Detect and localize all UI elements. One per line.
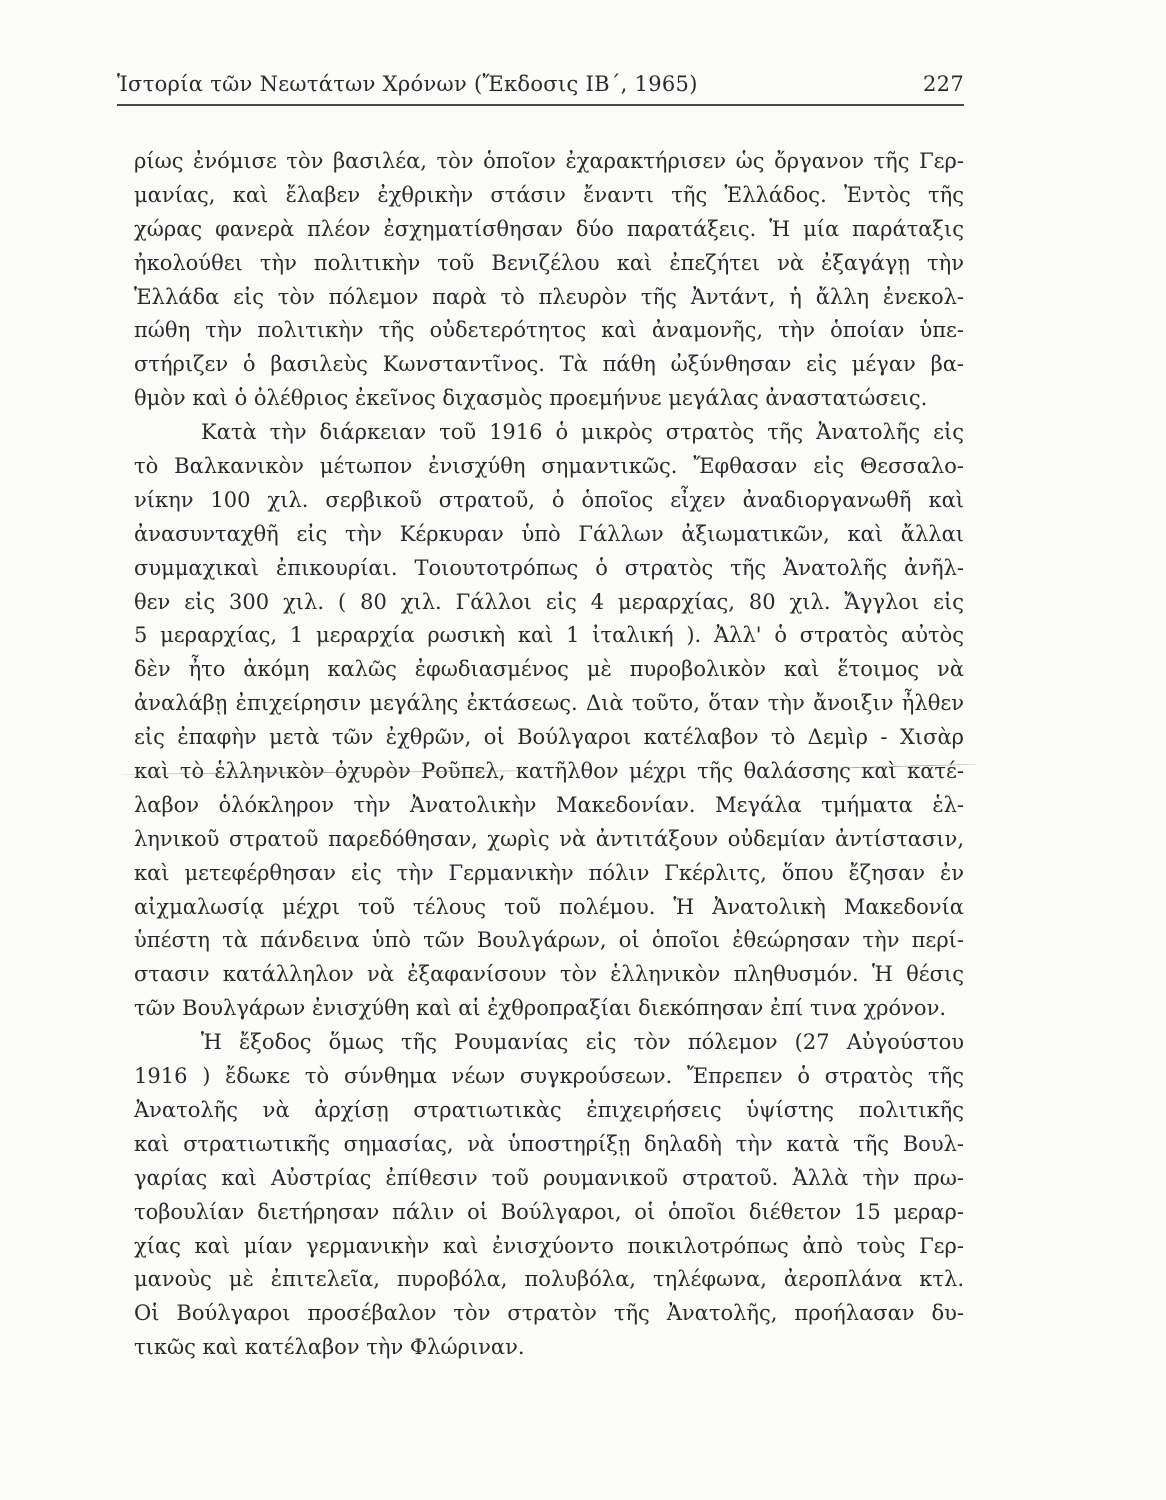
text-line: Κατὰ τὴν διάρκειαν τοῦ 1916 ὁ μικρὸς στρατὸς τῆς Ἀνατολῆς εἰς (201, 420, 964, 445)
text-line: χώρας φανερὰ πλέον ἐσχηματίσθησαν δύο παρατάξεις. Ἡ μία παράταξις (134, 216, 964, 241)
text-line: Οἱ Βούλγαροι προσέβαλον τὸν στρατὸν τῆς Ἀνατολῆς, προήλασαν δυ- (134, 1301, 964, 1326)
text-line: ὑπέστη τὰ πάνδεινα ὑπὸ τῶν Βουλγάρων, οἱ ὁποῖοι ἐθεώρησαν τὴν περί- (134, 928, 964, 953)
text-line: 1916 ) ἔδωκε τὸ σύνθημα νέων συγκρούσεων. Ἔπρεπεν ὁ στρατὸς τῆς (134, 1064, 964, 1089)
text-line: καὶ στρατιωτικῆς σημασίας, νὰ ὑποστηρίξῃ δηλαδὴ τὴν κατὰ τῆς Βουλ- (134, 1131, 964, 1156)
text-line: γαρίας καὶ Αὐστρίας ἐπίθεσιν τοῦ ρουμανικοῦ στρατοῦ. Ἀλλὰ τὴν πρω- (134, 1165, 964, 1190)
text-line: θμὸν καὶ ὁ ὀλέθριος ἐκεῖνος διχασμὸς προεμήνυε μεγάλας ἀναστατώσεις. (134, 386, 928, 411)
text-line: τοβουλίαν διετήρησαν πάλιν οἱ Βούλγαροι, οἱ ὁποῖοι διέθετον 15 μεραρ- (134, 1199, 964, 1224)
text-line: αἰχμαλωσίᾳ μέχρι τοῦ τέλους τοῦ πολέμου. Ἡ Ἀνατολικὴ Μακεδονία (134, 894, 964, 919)
text-line: τικῶς καὶ κατέλαβον τὴν Φλώριναν. (134, 1335, 525, 1360)
text-line: συμμαχικαὶ ἐπικουρίαι. Τοιουτοτρόπως ὁ στρατὸς τῆς Ἀνατολῆς ἀνῆλ- (134, 555, 964, 580)
text-line: μανοὺς μὲ ἐπιτελεῖα, πυροβόλα, πολυβόλα, τηλέφωνα, ἀεροπλάνα κτλ. (134, 1267, 964, 1292)
body-text (134, 145, 964, 1365)
text-line: τῶν Βουλγάρων ἐνισχύθη καὶ αἱ ἐχθροπραξίαι διεκόπησαν ἐπί τινα χρόνον. (134, 996, 947, 1021)
text-line: στήριζεν ὁ βασιλεὺς Κωνσταντῖνος. Τὰ πάθη ὠξύνθησαν εἰς μέγαν βα- (134, 352, 964, 377)
text-line: ἠκολούθει τὴν πολιτικὴν τοῦ Βενιζέλου καὶ ἐπεζήτει νὰ ἐξαγάγῃ τὴν (134, 250, 964, 275)
page-number: 227 (923, 72, 964, 96)
text-line: ἀνασυνταχθῆ εἰς τὴν Κέρκυραν ὑπὸ Γάλλων ἀξιωματικῶν, καὶ ἄλλαι (134, 521, 964, 546)
text-line: θεν εἰς 300 χιλ. ( 80 χιλ. Γάλλοι εἰς 4 μεραρχίας, 80 χιλ. Ἄγγλοι εἰς (134, 589, 964, 614)
text-line: ληνικοῦ στρατοῦ παρεδόθησαν, χωρὶς νὰ ἀντιτάξουν οὐδεμίαν ἀντίστασιν, (134, 826, 964, 851)
text-line: μανίας, καὶ ἔλαβεν ἐχθρικὴν στάσιν ἔναντι τῆς Ἑλλάδος. Ἐντὸς τῆς (134, 182, 964, 207)
text-line: εἰς ἐπαφὴν μετὰ τῶν ἐχθρῶν, οἱ Βούλγαροι κατέλαβον τὸ Δεμὶρ - Χισὰρ (134, 725, 964, 750)
text-line: 5 μεραρχίας, 1 μεραρχία ρωσικὴ καὶ 1 ἰταλική ). Ἀλλ' ὁ στρατὸς αὐτὸς (134, 623, 964, 648)
text-line: δὲν ἦτο ἀκόμη καλῶς ἐφωδιασμένος μὲ πυροβολικὸν καὶ ἕτοιμος νὰ (134, 657, 964, 682)
header-rule (117, 104, 964, 106)
text-line: χίας καὶ μίαν γερμανικὴν καὶ ἐνισχύοντο ποικιλοτρόπως ἀπὸ τοὺς Γερ- (134, 1233, 964, 1258)
text-line: πώθη τὴν πολιτικὴν τῆς οὐδετερότητος καὶ ἀναμονῆς, τὴν ὁποίαν ὑπε- (134, 318, 964, 343)
text-line: καὶ τὸ ἑλληνικὸν ὀχυρὸν Ροῦπελ, κατῆλθον μέχρι τῆς θαλάσσης καὶ κατέ- (134, 759, 964, 784)
text-line: λαβον ὁλόκληρον τὴν Ἀνατολικὴν Μακεδονίαν. Μεγάλα τμήματα ἑλ- (134, 792, 964, 817)
text-line: ρίως ἐνόμισε τὸν βασιλέα, τὸν ὁποῖον ἐχαρακτήρισεν ὡς ὄργανον τῆς Γερ- (134, 149, 964, 173)
text-line: τὸ Βαλκανικὸν μέτωπον ἐνισχύθη σημαντικῶς. Ἔφθασαν εἰς Θεσσαλο- (134, 454, 964, 479)
running-header (117, 72, 964, 106)
text-line: καὶ μετεφέρθησαν εἰς τὴν Γερμανικὴν πόλιν Γκέρλιτς, ὅπου ἔζησαν ἐν (134, 860, 964, 885)
text-line: Ἡ ἔξοδος ὅμως τῆς Ρουμανίας εἰς τὸν πόλεμον (27 Αὐγούστου (201, 1030, 964, 1055)
text-line: στασιν κατάλληλον νὰ ἐξαφανίσουν τὸν ἑλληνικὸν πληθυσμόν. Ἡ θέσις (134, 962, 964, 987)
text-line: Ἑλλάδα εἰς τὸν πόλεμον παρὰ τὸ πλευρὸν τῆς Ἀντάντ, ἡ ἄλλη ἐνεκολ- (134, 284, 964, 309)
text-line: ἀναλάβῃ ἐπιχείρησιν μεγάλης ἐκτάσεως. Διὰ τοῦτο, ὅταν τὴν ἄνοιξιν ἦλθεν (134, 691, 964, 716)
text-line: Ἀνατολῆς νὰ ἀρχίσῃ στρατιωτικὰς ἐπιχειρήσεις ὑψίστης πολιτικῆς (134, 1097, 964, 1122)
text-line: νίκην 100 χιλ. σερβικοῦ στρατοῦ, ὁ ὁποῖος εἶχεν ἀναδιοργανωθῆ καὶ (134, 487, 964, 512)
running-title: Ἱστορία τῶν Νεωτάτων Χρόνων (Ἔκδοσις ΙΒ΄, 1965) (117, 72, 698, 96)
